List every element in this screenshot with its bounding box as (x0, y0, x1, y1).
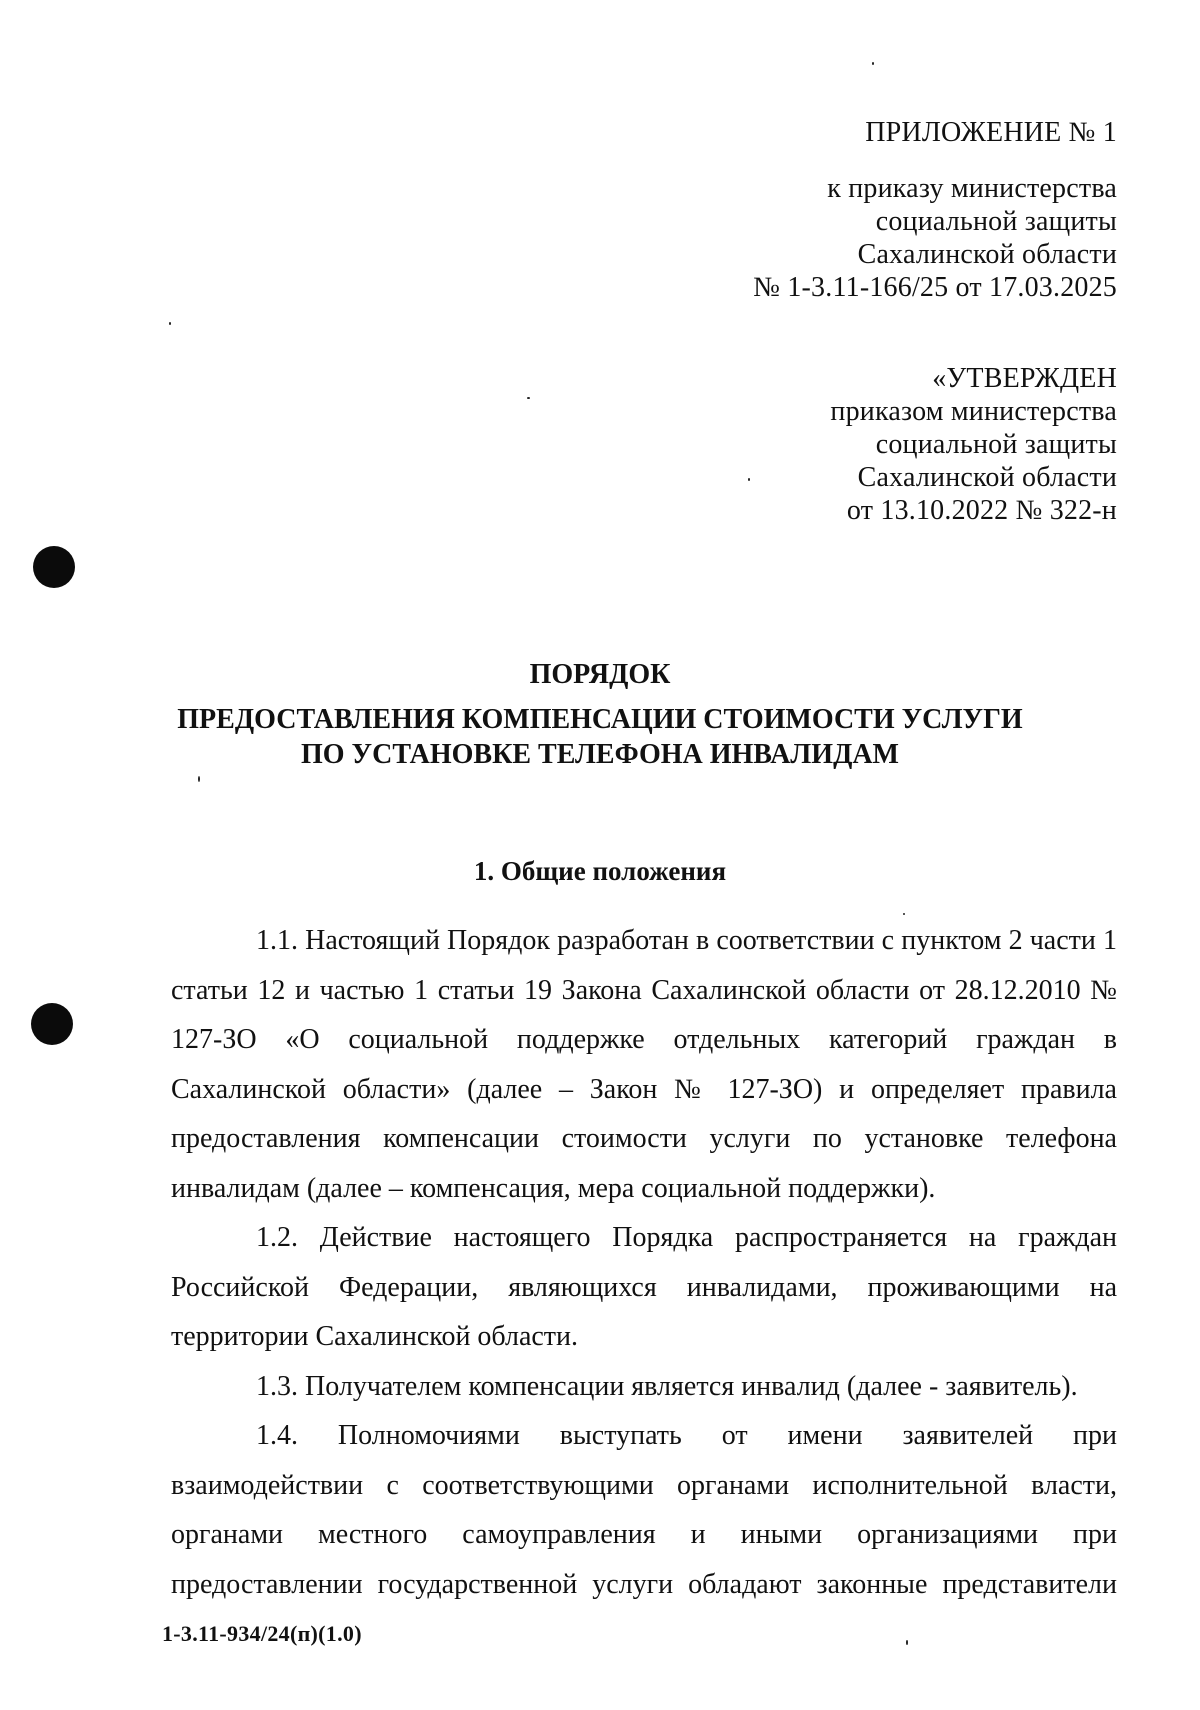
paragraph-1-1: 1.1. Настоящий Порядок разработан в соответствии с пунктом 2 части 1 статьи 12 и частью 1 статьи 19 Закона Сахалинской области от 28.12.2010 № 127-ЗО «О социальной поддержке отдельных категорий граждан в Сахалинской области» (далее – Закон № 127-ЗО) и определяет правила предоставления компенсации стоимости услуги по установке телефона инвалидам (далее – компенсация, мера социальной поддержки). (171, 925, 1117, 1204)
scan-speck (527, 397, 530, 399)
scan-speck (872, 62, 874, 65)
scan-speck (198, 776, 200, 782)
document-title (0, 657, 1200, 772)
appendix-line: к приказу министерства (827, 173, 1117, 204)
approved-line: социальной защиты (875, 429, 1117, 460)
scan-speck (903, 913, 905, 915)
section-body (171, 916, 1117, 1609)
punch-hole (33, 546, 75, 588)
appendix-line: Сахалинской области (857, 239, 1117, 270)
document-title-line: ПОРЯДОК (529, 659, 671, 690)
approved-title: «УТВЕРЖДЕН (932, 363, 1117, 394)
appendix-order-number: № 1-3.11-166/25 от 17.03.2025 (753, 272, 1117, 303)
document-title-line: ПО УСТАНОВКЕ ТЕЛЕФОНА ИНВАЛИДАМ (301, 739, 899, 770)
appendix-title: ПРИЛОЖЕНИЕ № 1 (865, 117, 1117, 148)
paragraph-1-2: 1.2. Действие настоящего Порядка распространяется на граждан Российской Федерации, являющихся инвалидами, проживающими на территории Сахалинской области. (171, 1222, 1117, 1352)
scan-speck (906, 1640, 908, 1645)
paragraph-1-3: 1.3. Получателем компенсации является инвалид (далее - заявитель). (256, 1370, 1078, 1402)
approved-header (830, 362, 1117, 527)
approved-line: Сахалинской области (857, 462, 1117, 493)
approved-line: приказом министерства (830, 396, 1117, 427)
punch-hole (31, 1003, 73, 1045)
paragraph-1-4: 1.4. Полномочиями выступать от имени заявителей при взаимодействии с соответствующими органами исполнительной власти, органами местного самоуправления и иными организациями при предоставлении государственной услуги обладают законные представители (171, 1420, 1117, 1600)
scan-speck (748, 478, 750, 481)
document-title-line: ПРЕДОСТАВЛЕНИЯ КОМПЕНСАЦИИ СТОИМОСТИ УСЛУГИ (177, 704, 1023, 735)
appendix-header (753, 116, 1117, 304)
section-heading: 1. Общие положения (473, 856, 727, 886)
document-code: 1-3.11-934/24(п)(1.0) (162, 1621, 362, 1646)
scan-speck (169, 322, 171, 325)
appendix-line: социальной защиты (875, 206, 1117, 237)
approved-order-number: от 13.10.2022 № 322-н (846, 495, 1117, 526)
